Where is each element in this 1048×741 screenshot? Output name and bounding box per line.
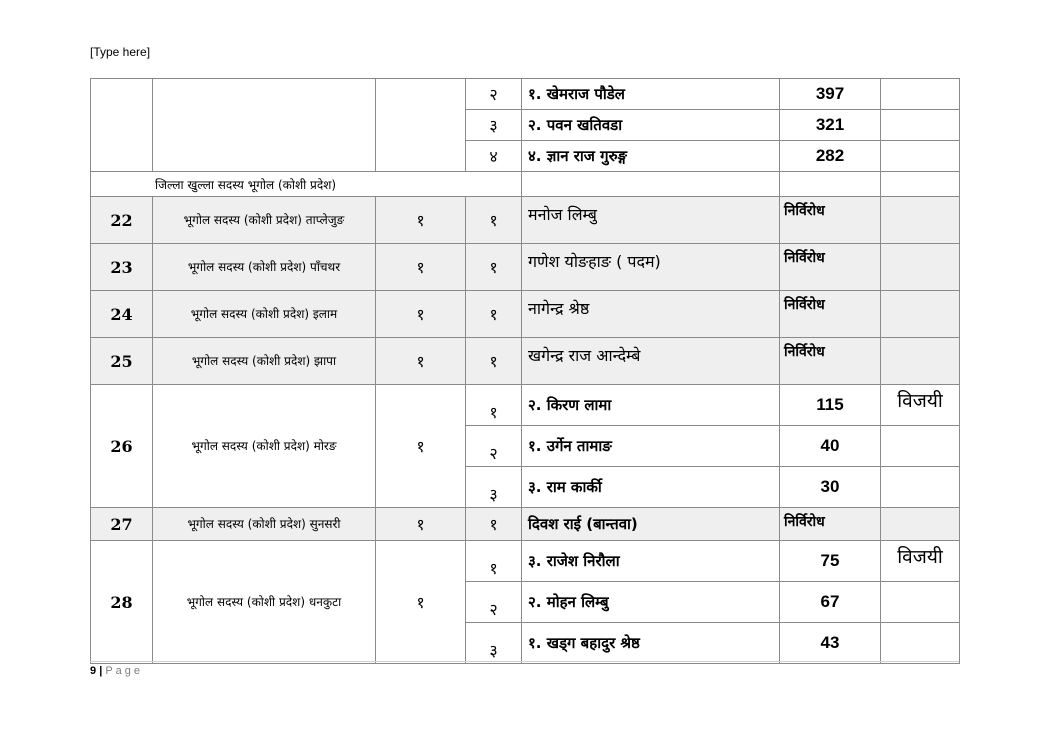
section-heading-row [91,172,960,197]
status-cell: निर्विरोध [780,291,881,338]
result-cell: विजयी [881,385,960,426]
candidate-cell: ३. राम कार्की [522,467,780,508]
result-cell [881,508,960,541]
empty-cell [881,172,960,197]
post-cell: भूगोल सदस्य (कोशी प्रदेश) धनकुटा [153,541,376,664]
candidate-cell: २. पवन खतिवडा [522,110,780,141]
post-cell: भूगोल सदस्य (कोशी प्रदेश) ताप्लेजुङ [153,197,376,244]
seats-cell: १ [376,385,466,508]
rank-cell: १ [466,508,522,541]
seats-cell: १ [376,197,466,244]
table-row [91,508,960,541]
empty-cell [780,172,881,197]
post-cell: भूगोल सदस्य (कोशी प्रदेश) इलाम [153,291,376,338]
rank-cell: १ [466,338,522,385]
table-row [91,197,960,244]
rank-cell: २ [466,79,522,110]
sn-cell: 25 [91,338,153,385]
sn-cell: 28 [91,541,153,664]
result-cell: विजयी [881,541,960,582]
seats-cell: १ [376,541,466,664]
table-row [91,244,960,291]
sn-cell: 24 [91,291,153,338]
rank-cell: २ [466,426,522,467]
votes-cell: 397 [780,79,881,110]
candidate-cell: २. मोहन लिम्बु [522,582,780,623]
table-row [91,541,960,582]
candidate-cell: दिवश राई (बान्तवा) [522,508,780,541]
rank-cell: ४ [466,141,522,172]
table-row [91,385,960,426]
result-cell [881,141,960,172]
votes-cell: 282 [780,141,881,172]
result-cell [881,338,960,385]
post-cell: भूगोल सदस्य (कोशी प्रदेश) मोरङ [153,385,376,508]
result-cell [881,426,960,467]
candidate-cell: नागेन्द्र श्रेष्ठ [522,291,780,338]
candidate-cell: २. किरण लामा [522,385,780,426]
votes-cell: 40 [780,426,881,467]
candidate-cell: खगेन्द्र राज आन्देम्बे [522,338,780,385]
seats-cell: १ [376,291,466,338]
votes-cell: 43 [780,623,881,664]
sn-cell [91,79,153,172]
candidate-cell: १. उर्गेन तामाङ [522,426,780,467]
status-cell: निर्विरोध [780,338,881,385]
rank-cell: २ [466,582,522,623]
seats-cell [376,79,466,172]
table-row [91,338,960,385]
rank-cell: १ [466,291,522,338]
rank-cell: ३ [466,467,522,508]
status-cell: निर्विरोध [780,508,881,541]
post-cell: भूगोल सदस्य (कोशी प्रदेश) पाँचथर [153,244,376,291]
rank-cell: १ [466,244,522,291]
candidate-cell: मनोज लिम्बु [522,197,780,244]
votes-cell: 30 [780,467,881,508]
seats-cell: १ [376,508,466,541]
footer-divider [90,661,959,662]
candidate-cell: ३. राजेश निरौला [522,541,780,582]
sn-cell: 22 [91,197,153,244]
votes-cell: 321 [780,110,881,141]
result-cell [881,197,960,244]
status-cell: निर्विरोध [780,244,881,291]
empty-cell [522,172,780,197]
candidate-cell: १. खेमराज पौडेल [522,79,780,110]
page-word: Page [105,665,144,677]
table-row [91,79,960,110]
results-table [90,78,960,664]
candidate-cell: गणेश योङहाङ ( पदम) [522,244,780,291]
result-cell [881,467,960,508]
result-cell [881,79,960,110]
rank-cell: १ [466,385,522,426]
sn-cell: 27 [91,508,153,541]
post-cell: भूगोल सदस्य (कोशी प्रदेश) झापा [153,338,376,385]
status-cell: निर्विरोध [780,197,881,244]
result-cell [881,623,960,664]
votes-cell: 67 [780,582,881,623]
result-cell [881,291,960,338]
sn-cell: 26 [91,385,153,508]
votes-cell: 75 [780,541,881,582]
page-footer [90,665,143,677]
district-heading: जिल्ला खुल्ला सदस्य भूगोल (कोशी प्रदेश) [91,172,522,197]
rank-cell: १ [466,541,522,582]
footer-separator: | [99,665,103,677]
result-cell [881,582,960,623]
table-row [91,291,960,338]
rank-cell: १ [466,197,522,244]
sn-cell: 23 [91,244,153,291]
seats-cell: १ [376,338,466,385]
rank-cell: ३ [466,110,522,141]
post-cell: भूगोल सदस्य (कोशी प्रदेश) सुनसरी [153,508,376,541]
seats-cell: १ [376,244,466,291]
rank-cell: ३ [466,623,522,664]
page-header: [Type here] [90,45,151,59]
result-cell [881,244,960,291]
post-cell [153,79,376,172]
candidate-cell: ४. ज्ञान राज गुरुङ्ग [522,141,780,172]
result-cell [881,110,960,141]
page-number: 9 [90,665,97,677]
candidate-cell: १. खड्ग बहादुर श्रेष्ठ [522,623,780,664]
votes-cell: 115 [780,385,881,426]
